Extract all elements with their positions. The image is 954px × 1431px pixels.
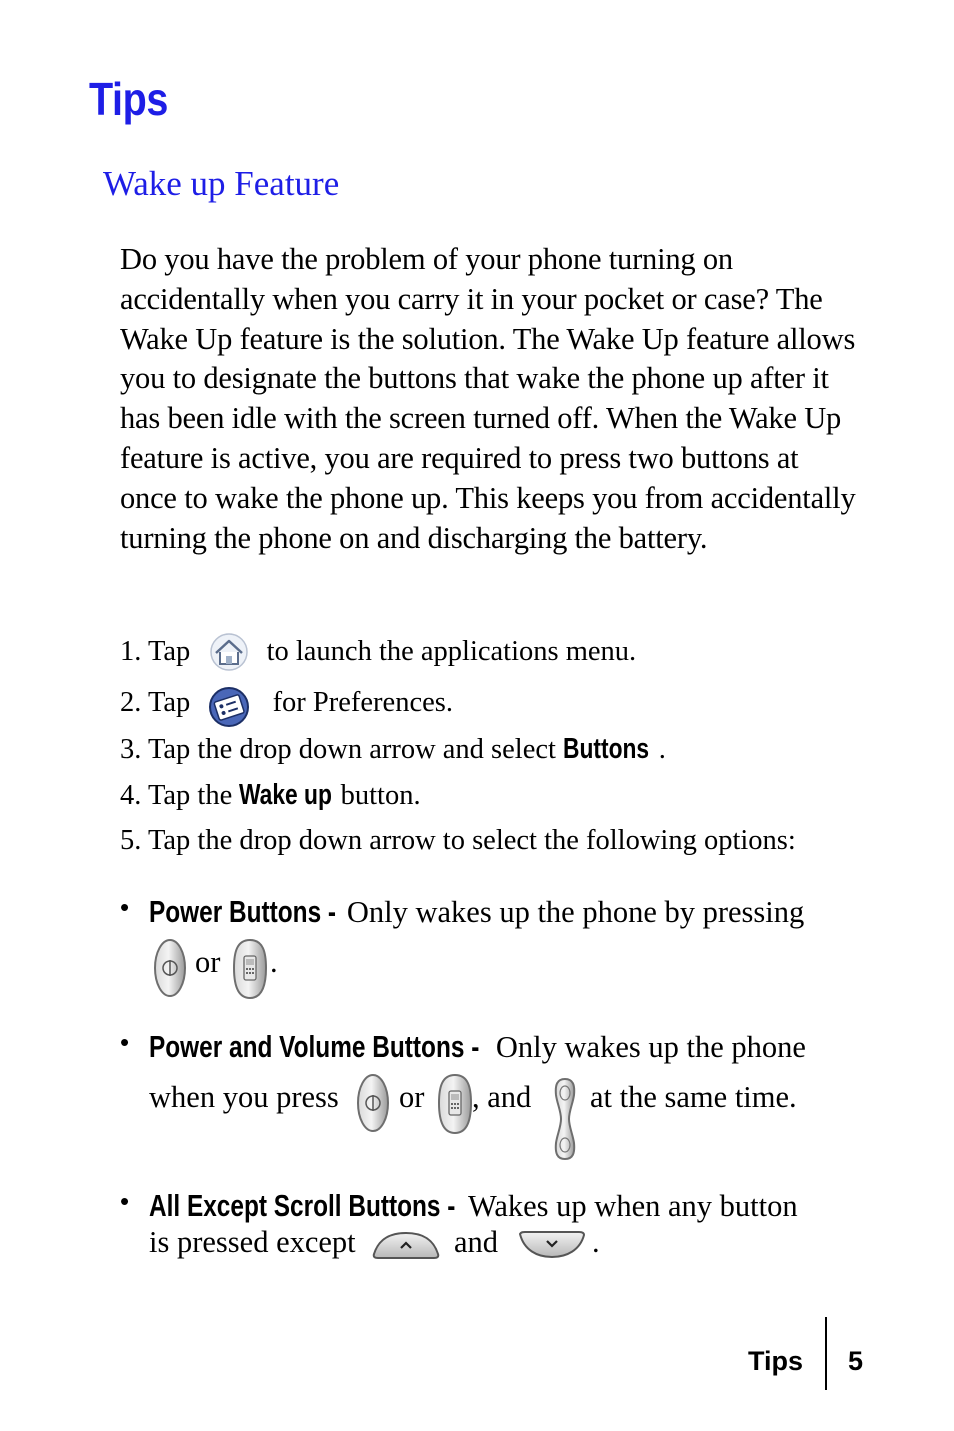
step-1-prefix: 1. Tap: [120, 636, 191, 667]
option-2-and: , and: [472, 1080, 532, 1114]
phone-button-icon: [437, 1073, 473, 1135]
option-2-line-2: when you press: [149, 1080, 339, 1114]
power-button-icon: [153, 938, 187, 998]
wake-up-label: Wake up: [239, 779, 333, 811]
option-1-end: .: [270, 945, 278, 979]
bullet-icon: •: [120, 1027, 130, 1057]
option-1-text: Only wakes up the phone by pressing: [346, 895, 805, 929]
option-3-end: .: [592, 1225, 600, 1259]
step-2-text: for Preferences.: [272, 687, 453, 718]
step-1: [120, 632, 636, 672]
step-5: [120, 821, 796, 861]
option-2-end: at the same time.: [590, 1080, 797, 1114]
option-2-text: Only wakes up the phone: [495, 1030, 806, 1064]
step-3-end: .: [658, 734, 666, 765]
option-2-label: Power and Volume Buttons -: [149, 1030, 480, 1064]
section-title: Wake up Feature: [103, 164, 340, 203]
intro-paragraph: Do you have the problem of your phone turning on accidentally when you carry it in your pocket or case? The Wake Up feature is the solution. The Wake Up feature allows you to designate the buttons that wake the phone up after it has been idle with the screen turned off. When the Wake Up feature is active, you are required to press two buttons at once to wake the phone up. This keeps you from accidentally turning the phone on and discharging the battery.: [120, 242, 856, 555]
bullet-icon: •: [120, 1186, 130, 1216]
footer-divider: [825, 1317, 827, 1390]
step-4-text: 4. Tap the: [120, 780, 240, 811]
step-2-prefix: 2. Tap: [120, 687, 191, 718]
step-3-text: 3. Tap the drop down arrow and select: [120, 734, 564, 765]
step-4-end: button.: [333, 780, 421, 811]
step-2: [120, 683, 453, 723]
step-4: [120, 775, 421, 815]
option-3-and: and: [454, 1225, 499, 1259]
volume-rocker-icon: [552, 1077, 578, 1161]
option-3-line-1: [149, 1186, 798, 1226]
option-2-line-1: [149, 1027, 806, 1067]
option-2-or: or: [399, 1080, 425, 1114]
home-icon: [207, 632, 251, 672]
bullet-icon: •: [120, 892, 130, 922]
page-title: Tips: [89, 73, 168, 125]
buttons-label: Buttons: [563, 733, 650, 765]
step-3: [120, 729, 666, 769]
scroll-down-button-icon: [517, 1230, 587, 1260]
scroll-up-button-icon: [371, 1230, 441, 1260]
option-1-line-1: [149, 892, 804, 932]
power-button-icon: [356, 1073, 390, 1133]
preferences-icon: [207, 685, 251, 729]
option-1-or: or: [195, 945, 221, 979]
option-1-label: Power Buttons -: [149, 895, 337, 929]
phone-button-icon: [232, 938, 268, 1000]
step-1-text: to launch the applications menu.: [266, 636, 637, 667]
option-3-line-2: is pressed except: [149, 1225, 356, 1259]
page-number: 5: [848, 1346, 864, 1376]
footer-section-label: Tips: [748, 1346, 804, 1376]
option-3-label: All Except Scroll Buttons -: [149, 1189, 456, 1223]
option-3-text: Wakes up when any button: [468, 1189, 798, 1223]
step-5-text: 5. Tap the drop down arrow to select the following options:: [120, 825, 796, 856]
